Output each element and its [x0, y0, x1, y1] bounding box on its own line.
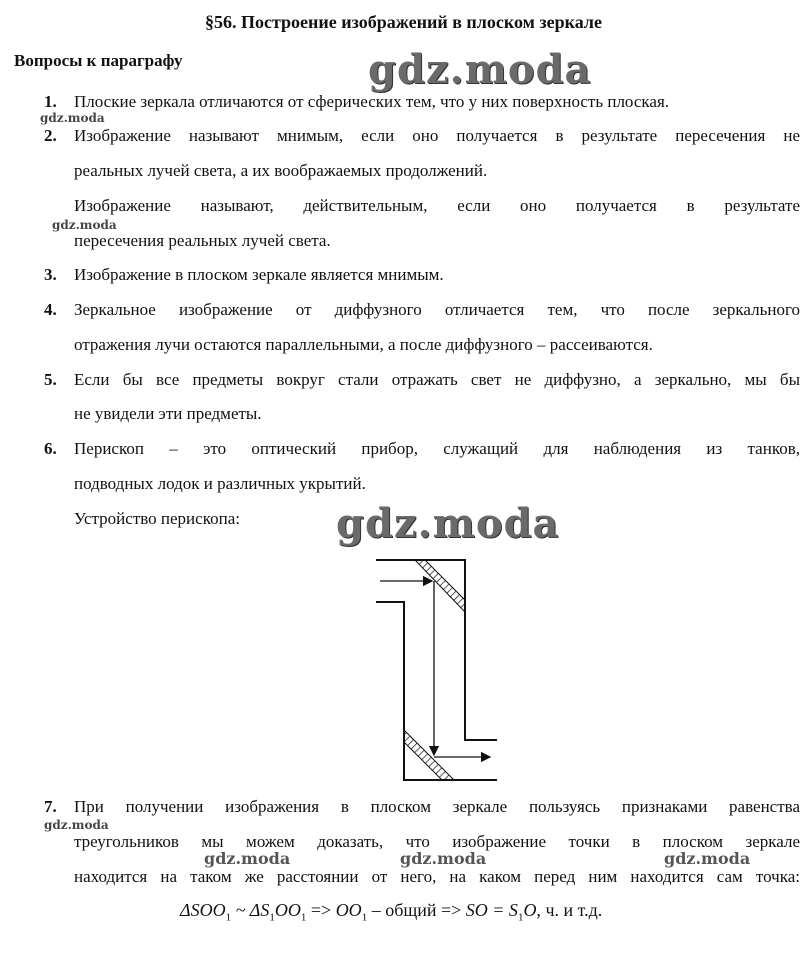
item-text: Перископ – это оптический прибор, служащий для наблюдения из танков, — [74, 439, 800, 458]
top-mirror — [415, 560, 465, 612]
watermark-logo: gdz.moda — [664, 849, 751, 868]
item-text: не увидели эти предметы. — [74, 404, 262, 423]
item-text: Изображение в плоском зеркале является мнимым. — [74, 265, 444, 284]
watermark-logo: gdz.moda — [40, 111, 105, 125]
item-number: 5. — [44, 370, 57, 389]
item-text: отражения лучи остаются параллельными, а после диффузного – рассеиваются. — [74, 335, 653, 354]
watermark-logo: gdz.moda — [204, 849, 291, 868]
item-number: 3. — [44, 265, 57, 284]
item-number: 6. — [44, 439, 57, 458]
section-subtitle: Вопросы к параграфу — [14, 51, 183, 70]
watermark-logo: gdz.moda — [52, 218, 117, 232]
bottom-mirror — [404, 730, 454, 780]
watermark-logo: gdz.moda — [368, 46, 592, 93]
item-text: Зеркальное изображение от диффузного отличается тем, что после зеркального — [74, 300, 800, 319]
item-text: треугольников мы можем доказать, что изображение точки в плоском зеркале — [74, 832, 800, 851]
watermark-logo: gdz.moda — [400, 849, 487, 868]
item-text: Изображение называют, действительным, если оно получается в результате — [74, 196, 800, 215]
watermark-logo: gdz.moda — [336, 500, 560, 547]
proof-formula: $\Delta SOO_1$ ~ $\Delta S_1OO_1 => OO_1$ – общий => SO = $S_1O$, ч. и т.д. — [180, 900, 603, 924]
item-number: 2. — [44, 126, 57, 145]
item-text: Изображение называют мнимым, если оно получается в результате пересечения не — [74, 126, 800, 145]
item-text: подводных лодок и различных укрытий. — [74, 474, 366, 493]
item-number: 4. — [44, 300, 57, 319]
item-text: Устройство перископа: — [74, 509, 240, 528]
watermark-logo: gdz.moda — [44, 818, 109, 832]
item-text: Плоские зеркала отличаются от сферических тем, что у них поверхность плоская. — [74, 92, 670, 111]
item-number: 1. — [44, 92, 57, 111]
item-text: Если бы все предметы вокруг стали отражать свет не диффузно, а зеркально, мы бы — [74, 370, 800, 389]
item-text: При получении изображения в плоском зеркале пользуясь признаками равенства — [74, 797, 800, 816]
item-text: находится на таком же расстоянии от него, на каком перед ним находится сам точка: — [74, 867, 800, 886]
page-title: §56. Построение изображений в плоском зеркале — [204, 12, 603, 32]
item-number: 7. — [44, 797, 57, 816]
item-text: реальных лучей света, а их воображаемых продолжений. — [74, 161, 488, 180]
item-text: пересечения реальных лучей света. — [74, 231, 331, 250]
